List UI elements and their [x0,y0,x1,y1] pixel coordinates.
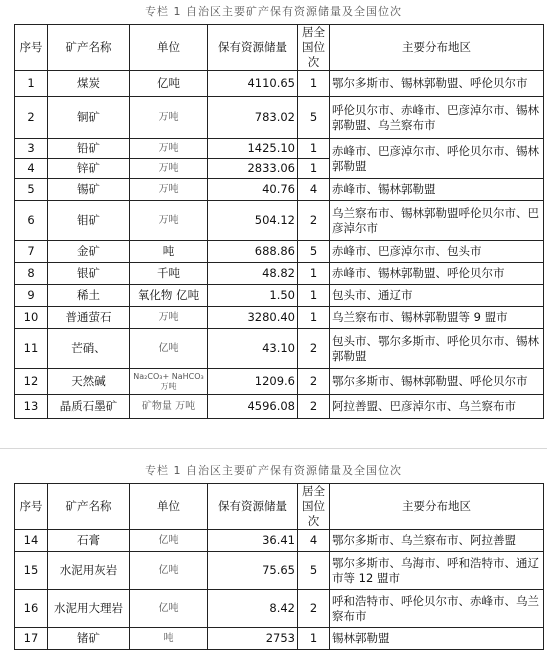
cell-name: 稀土 [48,285,130,307]
cell-reserve: 1209.6 [208,369,298,395]
cell-unit: 亿吨 [130,530,208,552]
cell-seq: 1 [15,71,48,97]
cell-reserve: 783.02 [208,97,298,139]
cell-name: 银矿 [48,263,130,285]
cell-name: 煤炭 [48,71,130,97]
header-rank: 居全国位次 [298,484,330,530]
table-row [15,71,544,97]
header-unit: 单位 [130,25,208,71]
cell-unit: 千吨 [130,263,208,285]
table-header-row [15,484,544,530]
cell-rank: 2 [298,201,330,241]
cell-rank: 5 [298,552,330,590]
table-row [15,628,544,650]
table1 [14,24,544,419]
table-row [15,201,544,241]
cell-seq: 15 [15,552,48,590]
cell-name: 锌矿 [48,159,130,179]
cell-reserve: 75.65 [208,552,298,590]
cell-region: 鄂尔多斯市、锡林郭勒盟、呼伦贝尔市 [330,369,544,395]
table-row [15,263,544,285]
header-rank: 居全国位次 [298,25,330,71]
cell-region: 赤峰市、巴彦淖尔市、呼伦贝尔市、锡林郭勒盟 [330,139,544,179]
cell-region: 乌兰察布市、锡林郭勒盟呼伦贝尔市、巴彦淖尔市 [330,201,544,241]
cell-rank: 1 [298,307,330,329]
cell-rank: 1 [298,285,330,307]
header-region: 主要分布地区 [330,25,544,71]
header-unit: 单位 [130,484,208,530]
cell-region: 鄂尔多斯市、乌海市、呼和浩特市、通辽市等 12 盟市 [330,552,544,590]
cell-unit: 吨 [130,628,208,650]
cell-unit: 万吨 [130,139,208,159]
header-region: 主要分布地区 [330,484,544,530]
table-row [15,530,544,552]
cell-seq: 17 [15,628,48,650]
cell-seq: 16 [15,590,48,628]
header-reserve: 保有资源储量 [208,484,298,530]
cell-unit: 万吨 [130,201,208,241]
cell-unit: 万吨 [130,179,208,201]
cell-name: 晶质石墨矿 [48,395,130,419]
cell-reserve: 1425.10 [208,139,298,159]
header-name: 矿产名称 [48,484,130,530]
cell-unit: Na₂CO₃+ NaHCO₃ 万吨 [130,369,208,395]
cell-rank: 2 [298,590,330,628]
table1-caption: 专栏 1 自治区主要矿产保有资源储量及全国位次 [145,5,402,18]
cell-unit: 吨 [130,241,208,263]
cell-region: 包头市、鄂尔多斯市、呼伦贝尔市、锡林郭勒盟 [330,329,544,369]
cell-seq: 14 [15,530,48,552]
cell-seq: 8 [15,263,48,285]
header-name: 矿产名称 [48,25,130,71]
table2 [14,483,544,650]
cell-reserve: 36.41 [208,530,298,552]
cell-unit: 氧化物 亿吨 [130,285,208,307]
table-header-row [15,25,544,71]
cell-seq: 3 [15,139,48,159]
cell-region: 赤峰市、锡林郭勒盟 [330,179,544,201]
cell-region: 赤峰市、巴彦淖尔市、包头市 [330,241,544,263]
cell-rank: 5 [298,97,330,139]
cell-region: 阿拉善盟、巴彦淖尔市、乌兰察布市 [330,395,544,419]
table-row [15,307,544,329]
cell-rank: 2 [298,329,330,369]
cell-reserve: 2833.06 [208,159,298,179]
cell-rank: 4 [298,530,330,552]
cell-reserve: 1.50 [208,285,298,307]
cell-name: 钼矿 [48,201,130,241]
cell-region: 鄂尔多斯市、锡林郭勒盟、呼伦贝尔市 [330,71,544,97]
cell-unit: 亿吨 [130,552,208,590]
cell-seq: 13 [15,395,48,419]
cell-unit: 亿吨 [130,329,208,369]
cell-rank: 1 [298,263,330,285]
cell-rank: 1 [298,139,330,159]
table-row [15,369,544,395]
cell-rank: 1 [298,71,330,97]
cell-name: 锡矿 [48,179,130,201]
table2-caption: 专栏 1 自治区主要矿产保有资源储量及全国位次 [145,464,402,477]
cell-unit: 矿物量 万吨 [130,395,208,419]
cell-seq: 10 [15,307,48,329]
table-row [15,179,544,201]
cell-unit: 万吨 [130,159,208,179]
page-separator [0,448,547,449]
cell-region: 呼伦贝尔市、赤峰市、巴彦淖尔市、锡林郭勒盟、乌兰察布市 [330,97,544,139]
cell-rank: 2 [298,369,330,395]
cell-name: 石膏 [48,530,130,552]
cell-seq: 12 [15,369,48,395]
table-row [15,395,544,419]
cell-reserve: 688.86 [208,241,298,263]
cell-region: 呼和浩特市、呼伦贝尔市、赤峰市、乌兰察布市 [330,590,544,628]
cell-region: 乌兰察布市、锡林郭勒盟等 9 盟市 [330,307,544,329]
cell-seq: 6 [15,201,48,241]
table-row [15,552,544,590]
table-row [15,241,544,263]
cell-reserve: 43.10 [208,329,298,369]
cell-rank: 5 [298,241,330,263]
cell-unit: 亿吨 [130,71,208,97]
cell-reserve: 8.42 [208,590,298,628]
table-row [15,285,544,307]
cell-region: 鄂尔多斯市、乌兰察布市、阿拉善盟 [330,530,544,552]
cell-seq: 2 [15,97,48,139]
cell-region: 赤峰市、锡林郭勒盟、呼伦贝尔市 [330,263,544,285]
cell-seq: 9 [15,285,48,307]
header-seq: 序号 [15,25,48,71]
cell-unit: 亿吨 [130,590,208,628]
header-reserve: 保有资源储量 [208,25,298,71]
cell-reserve: 40.76 [208,179,298,201]
cell-reserve: 4596.08 [208,395,298,419]
cell-unit: 万吨 [130,307,208,329]
cell-seq: 4 [15,159,48,179]
table-row [15,590,544,628]
cell-name: 锗矿 [48,628,130,650]
cell-name: 水泥用灰岩 [48,552,130,590]
cell-seq: 11 [15,329,48,369]
cell-rank: 4 [298,179,330,201]
cell-name: 铅矿 [48,139,130,159]
cell-name: 天然碱 [48,369,130,395]
cell-name: 芒硝、 [48,329,130,369]
table-row [15,139,544,159]
cell-rank: 1 [298,159,330,179]
cell-name: 铜矿 [48,97,130,139]
table-row [15,97,544,139]
cell-rank: 2 [298,395,330,419]
cell-region: 锡林郭勒盟 [330,628,544,650]
header-seq: 序号 [15,484,48,530]
cell-reserve: 48.82 [208,263,298,285]
cell-seq: 7 [15,241,48,263]
table-row [15,329,544,369]
cell-name: 普通萤石 [48,307,130,329]
cell-seq: 5 [15,179,48,201]
cell-name: 金矿 [48,241,130,263]
cell-region: 包头市、通辽市 [330,285,544,307]
cell-reserve: 2753 [208,628,298,650]
cell-reserve: 3280.40 [208,307,298,329]
cell-unit: 万吨 [130,97,208,139]
cell-reserve: 4110.65 [208,71,298,97]
cell-name: 水泥用大理岩 [48,590,130,628]
cell-rank: 1 [298,628,330,650]
cell-reserve: 504.12 [208,201,298,241]
